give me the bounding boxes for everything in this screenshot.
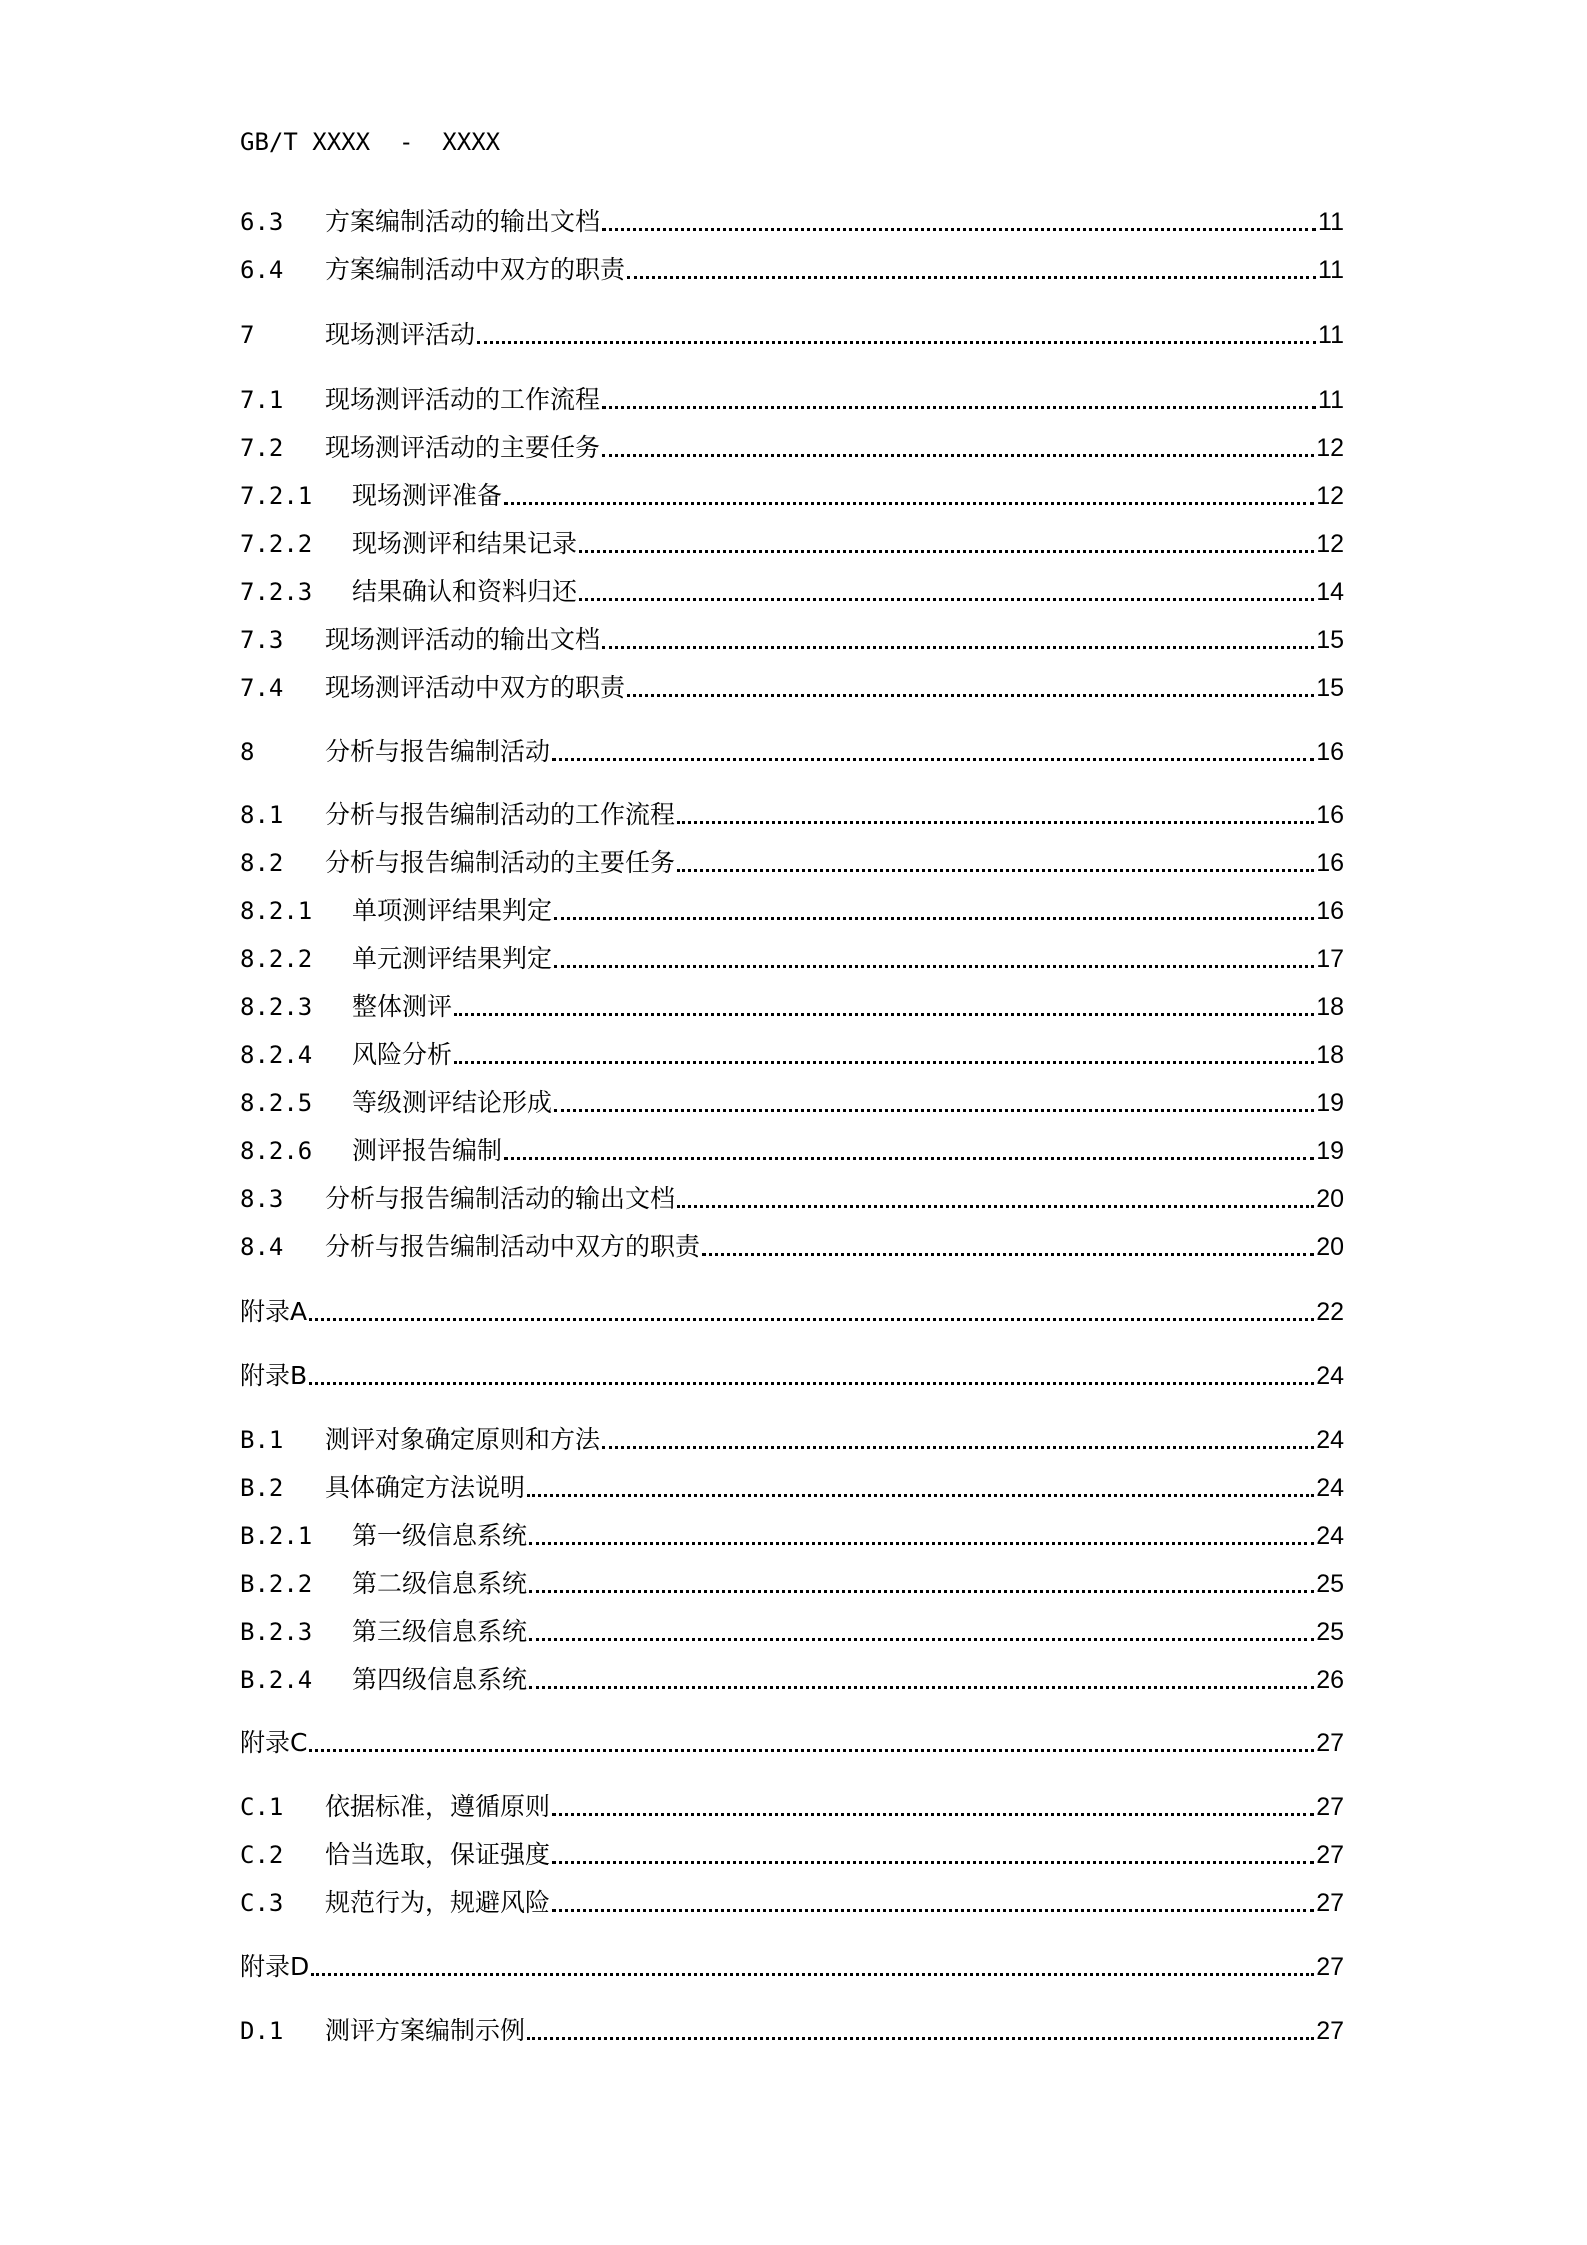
toc-entry-title: 附录C [240, 1728, 308, 1757]
toc-entry-page: 15 [1316, 626, 1344, 654]
toc-dot-leader [554, 916, 1314, 920]
toc-entry-page: 11 [1318, 386, 1344, 414]
toc-entry-title: 分析与报告编制活动的工作流程 [325, 800, 676, 829]
toc-entry-title: 现场测评活动中双方的职责 [325, 673, 626, 702]
toc-entry-number: 8 [240, 738, 255, 766]
toc-entry-number: 6.4 [240, 256, 284, 284]
toc-entry-title: 依据标准，遵循原则 [325, 1792, 551, 1821]
toc-dot-leader [602, 405, 1316, 409]
toc-entry-page: 12 [1316, 530, 1344, 558]
toc-entry-page: 25 [1316, 1618, 1344, 1646]
toc-entry[interactable] [240, 1295, 1344, 1329]
toc-entry-page: 27 [1316, 1793, 1344, 1821]
toc-entry-page: 16 [1316, 897, 1344, 925]
toc-dot-leader [677, 820, 1314, 824]
toc-dot-leader [477, 340, 1316, 344]
toc-entry-number: 8.2 [240, 849, 284, 877]
toc-entry[interactable] [240, 205, 1344, 239]
toc-entry-title: 规范行为，规避风险 [325, 1888, 551, 1917]
toc-entry[interactable] [240, 1230, 1344, 1264]
toc-entry[interactable] [240, 1726, 1344, 1760]
toc-entry[interactable] [240, 894, 1344, 928]
toc-entry[interactable] [240, 942, 1344, 976]
toc-entry-page: 27 [1316, 1953, 1344, 1981]
toc-entry-number: 8.2.1 [240, 897, 313, 925]
toc-dot-leader [677, 868, 1314, 872]
toc-entry-page: 27 [1316, 1889, 1344, 1917]
toc-entry-page: 27 [1316, 2017, 1344, 2045]
toc-entry-title: 第三级信息系统 [352, 1617, 528, 1646]
toc-entry-number: 8.1 [240, 801, 284, 829]
toc-entry[interactable] [240, 1950, 1344, 1984]
toc-entry-number: D.1 [240, 2017, 284, 2045]
toc-entry-number: 7.3 [240, 626, 284, 654]
toc-entry-page: 11 [1318, 256, 1344, 284]
toc-entry-title: 附录B [240, 1361, 308, 1390]
toc-dot-leader [529, 1685, 1314, 1689]
toc-entry-page: 20 [1316, 1185, 1344, 1213]
toc-entry[interactable] [240, 735, 1344, 769]
toc-entry-number: 8.3 [240, 1185, 284, 1213]
toc-entry-page: 14 [1316, 578, 1344, 606]
toc-entry-title: 分析与报告编制活动中双方的职责 [325, 1232, 701, 1261]
toc-entry-page: 18 [1316, 993, 1344, 1021]
toc-entry-title: 第二级信息系统 [352, 1569, 528, 1598]
toc-dot-leader [454, 1060, 1314, 1064]
toc-entry[interactable] [240, 253, 1344, 287]
toc-entry-title: 现场测评活动的主要任务 [325, 433, 601, 462]
toc-entry-page: 12 [1316, 434, 1344, 462]
toc-dot-leader [554, 1108, 1314, 1112]
toc-dot-leader [529, 1637, 1314, 1641]
toc-dot-leader [504, 1156, 1314, 1160]
toc-entry-page: 24 [1316, 1474, 1344, 1502]
toc-entry-title: 现场测评活动的工作流程 [325, 385, 601, 414]
toc-dot-leader [602, 227, 1316, 231]
document-header: GB/T XXXX - XXXX [240, 128, 501, 156]
toc-entry[interactable] [240, 527, 1344, 561]
toc-entry-page: 11 [1318, 208, 1344, 236]
toc-entry[interactable] [240, 1838, 1344, 1872]
toc-entry[interactable] [240, 479, 1344, 513]
toc-entry-page: 24 [1316, 1362, 1344, 1390]
toc-dot-leader [529, 1589, 1314, 1593]
toc-dot-leader [554, 964, 1314, 968]
toc-entry[interactable] [240, 1790, 1344, 1824]
toc-entry-title: 测评对象确定原则和方法 [325, 1425, 601, 1454]
toc-entry-title: 恰当选取，保证强度 [325, 1840, 551, 1869]
toc-dot-leader [527, 2036, 1314, 2040]
toc-dot-leader [552, 1812, 1314, 1816]
toc-entry[interactable] [240, 623, 1344, 657]
toc-entry-page: 24 [1316, 1426, 1344, 1454]
toc-entry-title: 方案编制活动中双方的职责 [325, 255, 626, 284]
toc-entry-title: 附录D [240, 1952, 310, 1981]
toc-entry-number: 7 [240, 321, 255, 349]
toc-entry-title: 风险分析 [352, 1040, 453, 1069]
toc-entry-title: 第四级信息系统 [352, 1665, 528, 1694]
toc-entry[interactable] [240, 575, 1344, 609]
toc-entry-page: 24 [1316, 1522, 1344, 1550]
toc-dot-leader [702, 1252, 1314, 1256]
toc-entry-number: 8.2.2 [240, 945, 313, 973]
toc-entry-page: 17 [1316, 945, 1344, 973]
toc-entry-page: 18 [1316, 1041, 1344, 1069]
toc-entry-page: 19 [1316, 1089, 1344, 1117]
toc-dot-leader [527, 1493, 1314, 1497]
toc-entry-title: 现场测评准备 [352, 481, 503, 510]
toc-entry-page: 19 [1316, 1137, 1344, 1165]
toc-entry[interactable] [240, 318, 1344, 352]
toc-entry-number: 8.4 [240, 1233, 284, 1261]
toc-entry-title: 分析与报告编制活动的输出文档 [325, 1184, 676, 1213]
toc-entry-number: 7.2 [240, 434, 284, 462]
toc-dot-leader [454, 1012, 1314, 1016]
toc-entry-title: 单元测评结果判定 [352, 944, 553, 973]
toc-dot-leader [677, 1204, 1314, 1208]
toc-dot-leader [552, 1860, 1314, 1864]
toc-entry-number: 6.3 [240, 208, 284, 236]
toc-entry[interactable] [240, 1038, 1344, 1072]
toc-entry-title: 测评方案编制示例 [325, 2016, 526, 2045]
toc-entry-number: B.1 [240, 1426, 284, 1454]
toc-dot-leader [552, 757, 1314, 761]
toc-dot-leader [602, 1445, 1314, 1449]
toc-entry[interactable] [240, 1567, 1344, 1601]
toc-entry-page: 16 [1316, 738, 1344, 766]
toc-dot-leader [602, 645, 1314, 649]
toc-entry-title: 分析与报告编制活动 [325, 737, 551, 766]
toc-entry-title: 现场测评活动的输出文档 [325, 625, 601, 654]
toc-entry[interactable] [240, 1134, 1344, 1168]
toc-dot-leader [529, 1541, 1314, 1545]
toc-entry-title: 方案编制活动的输出文档 [325, 207, 601, 236]
toc-entry[interactable] [240, 1182, 1344, 1216]
toc-entry-title: 分析与报告编制活动的主要任务 [325, 848, 676, 877]
toc-entry[interactable] [240, 1423, 1344, 1457]
toc-dot-leader [552, 1908, 1314, 1912]
toc-entry-number: 8.2.3 [240, 993, 313, 1021]
toc-entry[interactable] [240, 1086, 1344, 1120]
toc-entry-page: 16 [1316, 801, 1344, 829]
toc-entry-number: B.2 [240, 1474, 284, 1502]
toc-entry-page: 11 [1318, 321, 1344, 349]
toc-dot-leader [504, 501, 1314, 505]
toc-dot-leader [627, 275, 1316, 279]
toc-entry-number: 7.2.2 [240, 530, 313, 558]
toc-entry[interactable] [240, 1519, 1344, 1553]
toc-entry-title: 附录A [240, 1297, 308, 1326]
toc-entry-title: 整体测评 [352, 992, 453, 1021]
toc-entry-page: 16 [1316, 849, 1344, 877]
toc-entry[interactable] [240, 431, 1344, 465]
toc-entry-title: 具体确定方法说明 [325, 1473, 526, 1502]
toc-entry-number: 8.2.6 [240, 1137, 313, 1165]
toc-entry[interactable] [240, 2014, 1344, 2048]
toc-entry-page: 12 [1316, 482, 1344, 510]
toc-entry-number: 7.4 [240, 674, 284, 702]
toc-entry[interactable] [240, 1471, 1344, 1505]
toc-dot-leader [311, 1972, 1314, 1976]
toc-entry[interactable] [240, 383, 1344, 417]
toc-entry-page: 22 [1316, 1298, 1344, 1326]
toc-entry-number: C.1 [240, 1793, 284, 1821]
toc-entry[interactable] [240, 671, 1344, 705]
toc-dot-leader [579, 549, 1314, 553]
toc-entry-number: C.3 [240, 1889, 284, 1917]
toc-entry[interactable] [240, 798, 1344, 832]
toc-entry-title: 结果确认和资料归还 [352, 577, 578, 606]
toc-dot-leader [309, 1748, 1314, 1752]
toc-entry[interactable] [240, 1886, 1344, 1920]
toc-entry-number: 7.1 [240, 386, 284, 414]
toc-entry-title: 现场测评活动 [325, 320, 476, 349]
toc-entry[interactable] [240, 1359, 1344, 1393]
toc-entry-title: 现场测评和结果记录 [352, 529, 578, 558]
toc-entry-number: B.2.4 [240, 1666, 313, 1694]
toc-entry[interactable] [240, 846, 1344, 880]
toc-entry-title: 第一级信息系统 [352, 1521, 528, 1550]
toc-entry-number: 8.2.4 [240, 1041, 313, 1069]
toc-entry-number: 8.2.5 [240, 1089, 313, 1117]
toc-entry-number: B.2.2 [240, 1570, 313, 1598]
toc-entry[interactable] [240, 990, 1344, 1024]
toc-dot-leader [309, 1381, 1314, 1385]
toc-entry-number: 7.2.1 [240, 482, 313, 510]
toc-entry-number: C.2 [240, 1841, 284, 1869]
toc-entry-number: B.2.1 [240, 1522, 313, 1550]
toc-entry-page: 15 [1316, 674, 1344, 702]
toc-entry[interactable] [240, 1663, 1344, 1697]
toc-entry-page: 27 [1316, 1729, 1344, 1757]
toc-entry-page: 26 [1316, 1666, 1344, 1694]
toc-entry-title: 测评报告编制 [352, 1136, 503, 1165]
toc-dot-leader [627, 693, 1314, 697]
toc-dot-leader [602, 453, 1314, 457]
toc-entry-title: 等级测评结论形成 [352, 1088, 553, 1117]
toc-entry-page: 25 [1316, 1570, 1344, 1598]
toc-entry-page: 27 [1316, 1841, 1344, 1869]
toc-entry-number: B.2.3 [240, 1618, 313, 1646]
toc-dot-leader [309, 1317, 1314, 1321]
toc-entry[interactable] [240, 1615, 1344, 1649]
toc-entry-title: 单项测评结果判定 [352, 896, 553, 925]
toc-entry-page: 20 [1316, 1233, 1344, 1261]
toc-dot-leader [579, 597, 1314, 601]
toc-entry-number: 7.2.3 [240, 578, 313, 606]
